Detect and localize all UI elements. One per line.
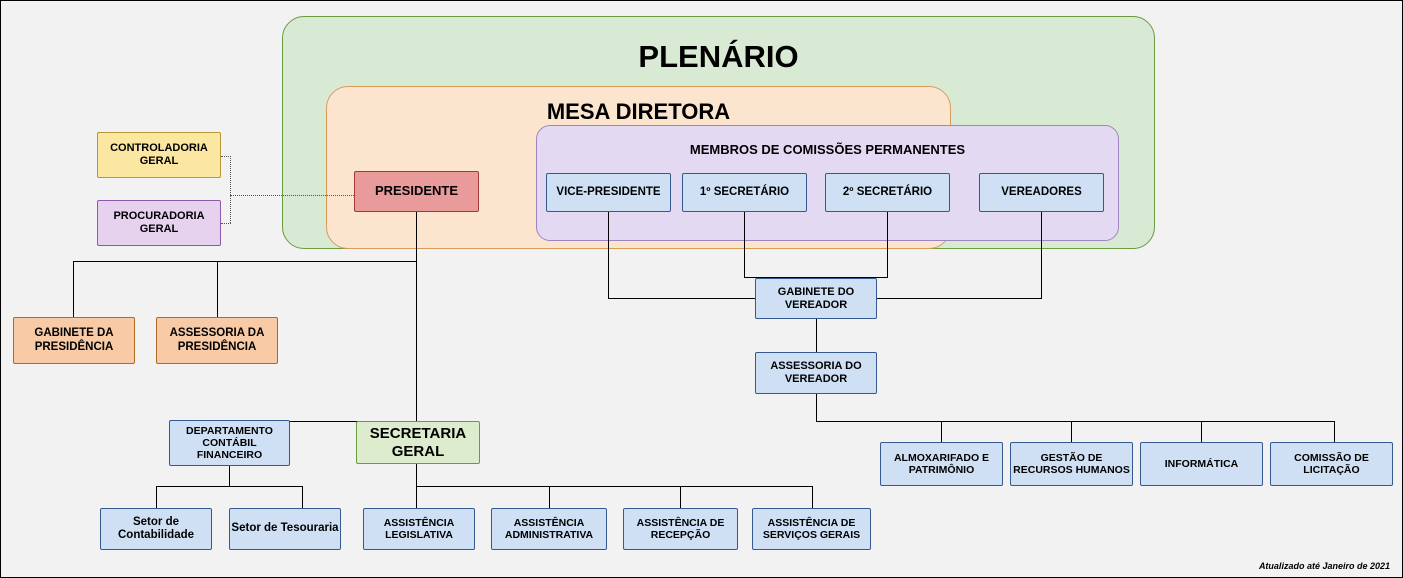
node-controladoria-geral[interactable] xyxy=(97,132,221,178)
node-assessoria-presidencia[interactable] xyxy=(156,317,278,364)
connector xyxy=(1201,421,1202,442)
connector xyxy=(816,394,817,422)
node-label: PRESIDENTE xyxy=(374,183,459,199)
connector xyxy=(73,261,74,317)
connector-dotted xyxy=(230,195,356,196)
connector xyxy=(812,486,813,508)
node-presidente[interactable] xyxy=(354,171,479,212)
node-departamento-contabil-financeiro[interactable] xyxy=(169,420,290,466)
node-label: VEREADORES xyxy=(1001,185,1082,198)
node-label: INFORMÁTICA xyxy=(1164,457,1239,470)
connector xyxy=(608,212,609,299)
node-almoxarifado-patrimonio[interactable] xyxy=(880,442,1003,486)
node-label: GESTÃO DE RECURSOS HUMANOS xyxy=(1013,451,1130,476)
node-informatica[interactable] xyxy=(1140,442,1263,486)
node-label: ASSISTÊNCIA LEGISLATIVA xyxy=(383,516,455,541)
node-assistencia-servicos-gerais[interactable] xyxy=(752,508,871,550)
node-gestao-recursos-humanos[interactable] xyxy=(1010,442,1133,486)
connector xyxy=(73,261,417,262)
region-membros-title: MEMBROS DE COMISSÕES PERMANENTES xyxy=(689,142,966,157)
node-label: ASSISTÊNCIA ADMINISTRATIVA xyxy=(504,516,594,541)
connector xyxy=(887,212,888,278)
connector xyxy=(156,486,157,508)
node-assistencia-administrativa[interactable] xyxy=(491,508,607,550)
connector xyxy=(416,464,417,486)
connector xyxy=(549,486,550,508)
node-label: Setor de Contabilidade xyxy=(117,515,195,541)
connector xyxy=(156,486,302,487)
node-label: 2º SECRETÁRIO xyxy=(842,185,933,198)
connector xyxy=(217,261,218,317)
node-label: GABINETE DO VEREADOR xyxy=(777,285,855,311)
node-label: GABINETE DA PRESIDÊNCIA xyxy=(34,327,114,353)
node-gabinete-vereador[interactable] xyxy=(755,278,877,319)
region-mesa-title: MESA DIRETORA xyxy=(546,99,731,124)
node-label: ASSISTÊNCIA DE RECEPÇÃO xyxy=(636,516,725,541)
region-plenario-title: PLENÁRIO xyxy=(638,39,799,74)
node-primeiro-secretario[interactable] xyxy=(682,173,807,212)
update-footnote: Atualizado até Janeiro de 2021 xyxy=(1258,561,1390,571)
node-label: ASSESSORIA DA PRESIDÊNCIA xyxy=(169,327,265,353)
connector xyxy=(416,486,812,487)
connector xyxy=(941,421,942,442)
node-gabinete-presidencia[interactable] xyxy=(13,317,135,364)
node-label: ASSISTÊNCIA DE SERVIÇOS GERAIS xyxy=(762,516,861,541)
node-label: PROCURADORIA GERAL xyxy=(113,210,205,235)
node-label: ALMOXARIFADO E PATRIMÔNIO xyxy=(893,451,990,476)
connector xyxy=(416,486,417,508)
connector xyxy=(816,421,1334,422)
node-secretaria-geral[interactable] xyxy=(356,421,480,464)
connector xyxy=(816,319,817,352)
connector xyxy=(680,486,681,508)
node-label: ASSESSORIA DO VEREADOR xyxy=(770,360,862,385)
connector xyxy=(744,212,745,278)
connector-dotted xyxy=(221,223,231,224)
node-setor-contabilidade[interactable] xyxy=(100,508,212,550)
node-comissao-licitacao[interactable] xyxy=(1270,442,1393,486)
connector-dotted xyxy=(230,156,231,223)
node-label: 1º SECRETÁRIO xyxy=(699,185,790,198)
node-label: DEPARTAMENTO CONTÁBIL FINANCEIRO xyxy=(186,424,273,462)
node-label: COMISSÃO DE LICITAÇÃO xyxy=(1294,451,1369,476)
node-label: VICE-PRESIDENTE xyxy=(556,185,661,198)
connector xyxy=(1071,421,1072,442)
node-procuradoria-geral[interactable] xyxy=(97,200,221,246)
node-segundo-secretario[interactable] xyxy=(825,173,950,212)
connector xyxy=(416,261,417,422)
node-label: SECRETARIA GERAL xyxy=(369,425,467,460)
node-vice-presidente[interactable] xyxy=(546,173,671,212)
node-label: Setor de Tesouraria xyxy=(231,522,339,535)
node-vereadores[interactable] xyxy=(979,173,1104,212)
node-assessoria-vereador[interactable] xyxy=(755,352,877,394)
connector xyxy=(302,486,303,508)
node-setor-tesouraria[interactable] xyxy=(229,508,341,550)
connector xyxy=(416,212,417,261)
connector xyxy=(1334,421,1335,442)
connector xyxy=(1041,212,1042,299)
node-assistencia-legislativa[interactable] xyxy=(363,508,475,550)
node-label: CONTROLADORIA GERAL xyxy=(110,142,208,167)
node-assistencia-recepcao[interactable] xyxy=(623,508,738,550)
